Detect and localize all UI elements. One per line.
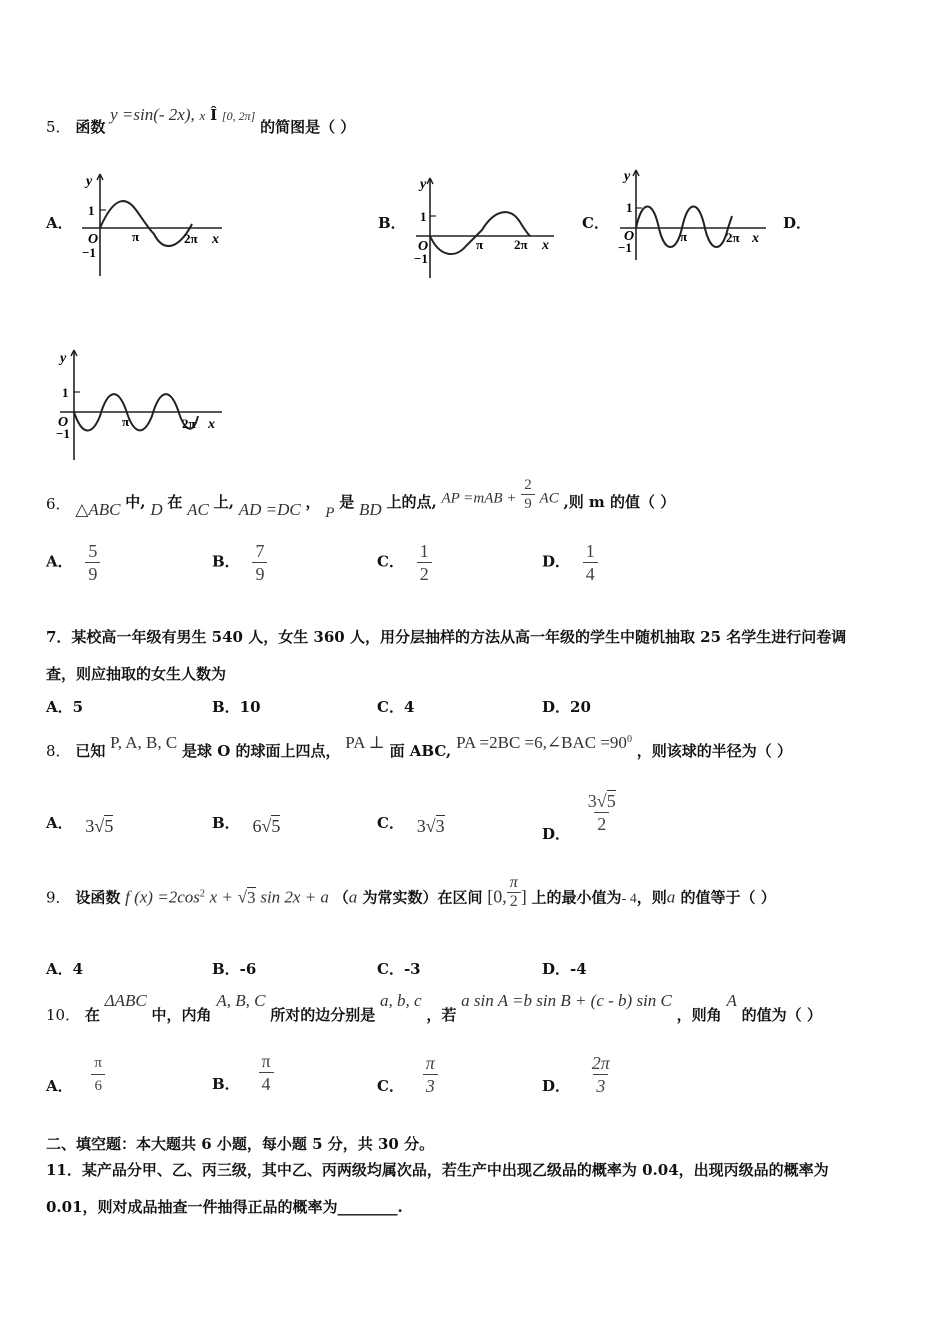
q6-triangle: △ABC: [75, 499, 121, 519]
q5-post: 的简图是（ ）: [260, 118, 356, 136]
svg-text:−1: −1: [82, 245, 96, 260]
q6-frac: $\frac{2}{9}$: [521, 476, 535, 513]
q5-domain-sym: Î: [210, 106, 218, 124]
q11-line1: 11．某产品分甲、乙、丙三级，其中乙、丙两级均属次品，若生产中出现乙级品的概率为 0.04，出现丙级品的概率为: [46, 1161, 829, 1179]
svg-text:2π: 2π: [726, 230, 740, 245]
svg-text:O: O: [624, 229, 635, 244]
svg-text:O: O: [418, 239, 429, 254]
svg-text:O: O: [58, 415, 69, 430]
svg-text:1: 1: [62, 385, 69, 400]
q5-graph-c: [614, 164, 774, 272]
svg-text:y: y: [60, 351, 67, 366]
q9-option-d[interactable]: D．-4: [542, 960, 587, 978]
svg-text:y: y: [420, 177, 427, 192]
q6-option-a[interactable]: A． $\frac{5}{9}$: [46, 540, 100, 585]
svg-text:x: x: [212, 232, 219, 247]
svg-text:x: x: [752, 231, 759, 246]
svg-text:x: x: [542, 238, 549, 253]
y-label: y: [86, 174, 93, 189]
q8-option-d[interactable]: D． $\frac{3√5}{2}$: [542, 791, 616, 843]
q11-line2: 0.01，则对成品抽查一件抽得正品的概率为________.: [46, 1198, 403, 1216]
svg-text:x: x: [208, 417, 215, 432]
svg-text:1: 1: [420, 209, 427, 224]
q10-number: 10．: [46, 1006, 81, 1024]
q6-number: 6．: [46, 494, 71, 513]
svg-text:1: 1: [88, 203, 95, 218]
svg-text:2π: 2π: [514, 237, 528, 252]
q9-stem: 9． 设函数 f $(x) =2\cos^2$ x + √3 sin 2x + a （a 为常实数）在区间 [0, $\frac{\pi}{2}$ ] 上的最小值为- 4，则a 的值等于（ ）: [46, 874, 776, 910]
q5-graph-a: [74, 168, 226, 278]
svg-text:O: O: [88, 232, 99, 247]
q8-option-b[interactable]: B． 6√5: [212, 814, 281, 836]
q6-option-b[interactable]: B． $\frac{7}{9}$: [212, 540, 267, 585]
q10-stem: 10． 在 ΔABC 中，内角 A, B, C 所对的边分别是 a, b, c ，若 a sin A =b sin B + (c - b) sin C ，则角 A 的值为（ ）: [46, 991, 822, 1024]
q5-pre: 函数: [75, 118, 106, 136]
q9-option-c[interactable]: C．-3: [377, 960, 421, 978]
q7-option-c[interactable]: C．4: [377, 698, 415, 716]
q8-option-c[interactable]: C． 3√3: [377, 814, 445, 836]
q10-option-b[interactable]: B． $\frac{\pi}{4}$: [212, 1050, 274, 1095]
svg-text:π: π: [680, 229, 688, 244]
q10-option-d[interactable]: D． $\frac{2\pi}{3}$: [542, 1053, 610, 1096]
q8-number: 8．: [46, 742, 71, 760]
svg-text:−1: −1: [56, 426, 70, 441]
q7-option-a[interactable]: A．5: [46, 698, 84, 716]
svg-text:π: π: [122, 414, 130, 429]
q6-option-c[interactable]: C． $\frac{1}{2}$: [377, 540, 432, 585]
q5-stem: [46, 104, 355, 134]
svg-text:−1: −1: [618, 240, 632, 255]
svg-text:1: 1: [626, 200, 633, 215]
q5-interval: [0, 2π]: [221, 109, 256, 123]
q5-option-a-label[interactable]: A．: [46, 214, 73, 232]
svg-text:2π: 2π: [182, 416, 196, 431]
q6-option-d[interactable]: D． $\frac{1}{4}$: [542, 540, 598, 585]
svg-text:−1: −1: [414, 251, 428, 266]
q9-number: 9．: [46, 888, 71, 907]
svg-text:y: y: [624, 169, 631, 184]
q5-domain-x: x: [199, 108, 206, 123]
q8-option-a[interactable]: A． 3√5: [46, 814, 114, 836]
svg-text:2π: 2π: [184, 231, 198, 246]
section-2-heading: 二、填空题：本大题共 6 小题，每小题 5 分，共 30 分。: [46, 1135, 435, 1153]
q9-option-a[interactable]: A．4: [46, 960, 84, 978]
curve: [100, 201, 192, 246]
q5-option-c-label[interactable]: C．: [582, 214, 609, 232]
q5-formula: y =sin(- 2x),: [110, 105, 195, 124]
q5-number: 5．: [46, 118, 71, 136]
svg-text:π: π: [476, 237, 484, 252]
q10-option-a[interactable]: A． $\frac{\pi}{6}$: [46, 1052, 105, 1097]
q10-option-c[interactable]: C． $\frac{\pi}{3}$: [377, 1052, 438, 1097]
q7-option-d[interactable]: D．20: [542, 698, 591, 716]
q7-line1: 7．某校高一年级有男生 540 人，女生 360 人，用分层抽样的方法从高一年级的学生中随机抽取 25 名学生进行问卷调: [46, 628, 847, 646]
q5-option-b-label[interactable]: B．: [378, 214, 406, 232]
svg-text:π: π: [132, 229, 140, 244]
q7-line2: 查，则应抽取的女生人数为: [46, 665, 227, 683]
q8-stem: 8． 已知 P, A, B, C 是球 O 的球面上四点， PA ⊥ 面 ABC, PA =2BC =6,∠BAC $=90^0$ ，则该球的半径为（ ）: [46, 733, 792, 760]
q9-option-b[interactable]: B．-6: [212, 960, 257, 978]
q5-option-d-label[interactable]: D．: [783, 214, 812, 232]
q5-graph-b: [410, 170, 560, 280]
q6-stem: 6． △ABC 中, D 在 AC 上, AD =DC ， P 是 BD 上的点, AP =mAB + $\frac{2}{9}$ AC ,则 m 的值（ ）: [46, 477, 676, 521]
q7-option-b[interactable]: B．10: [212, 698, 261, 716]
q5-graph-d: [52, 346, 228, 464]
